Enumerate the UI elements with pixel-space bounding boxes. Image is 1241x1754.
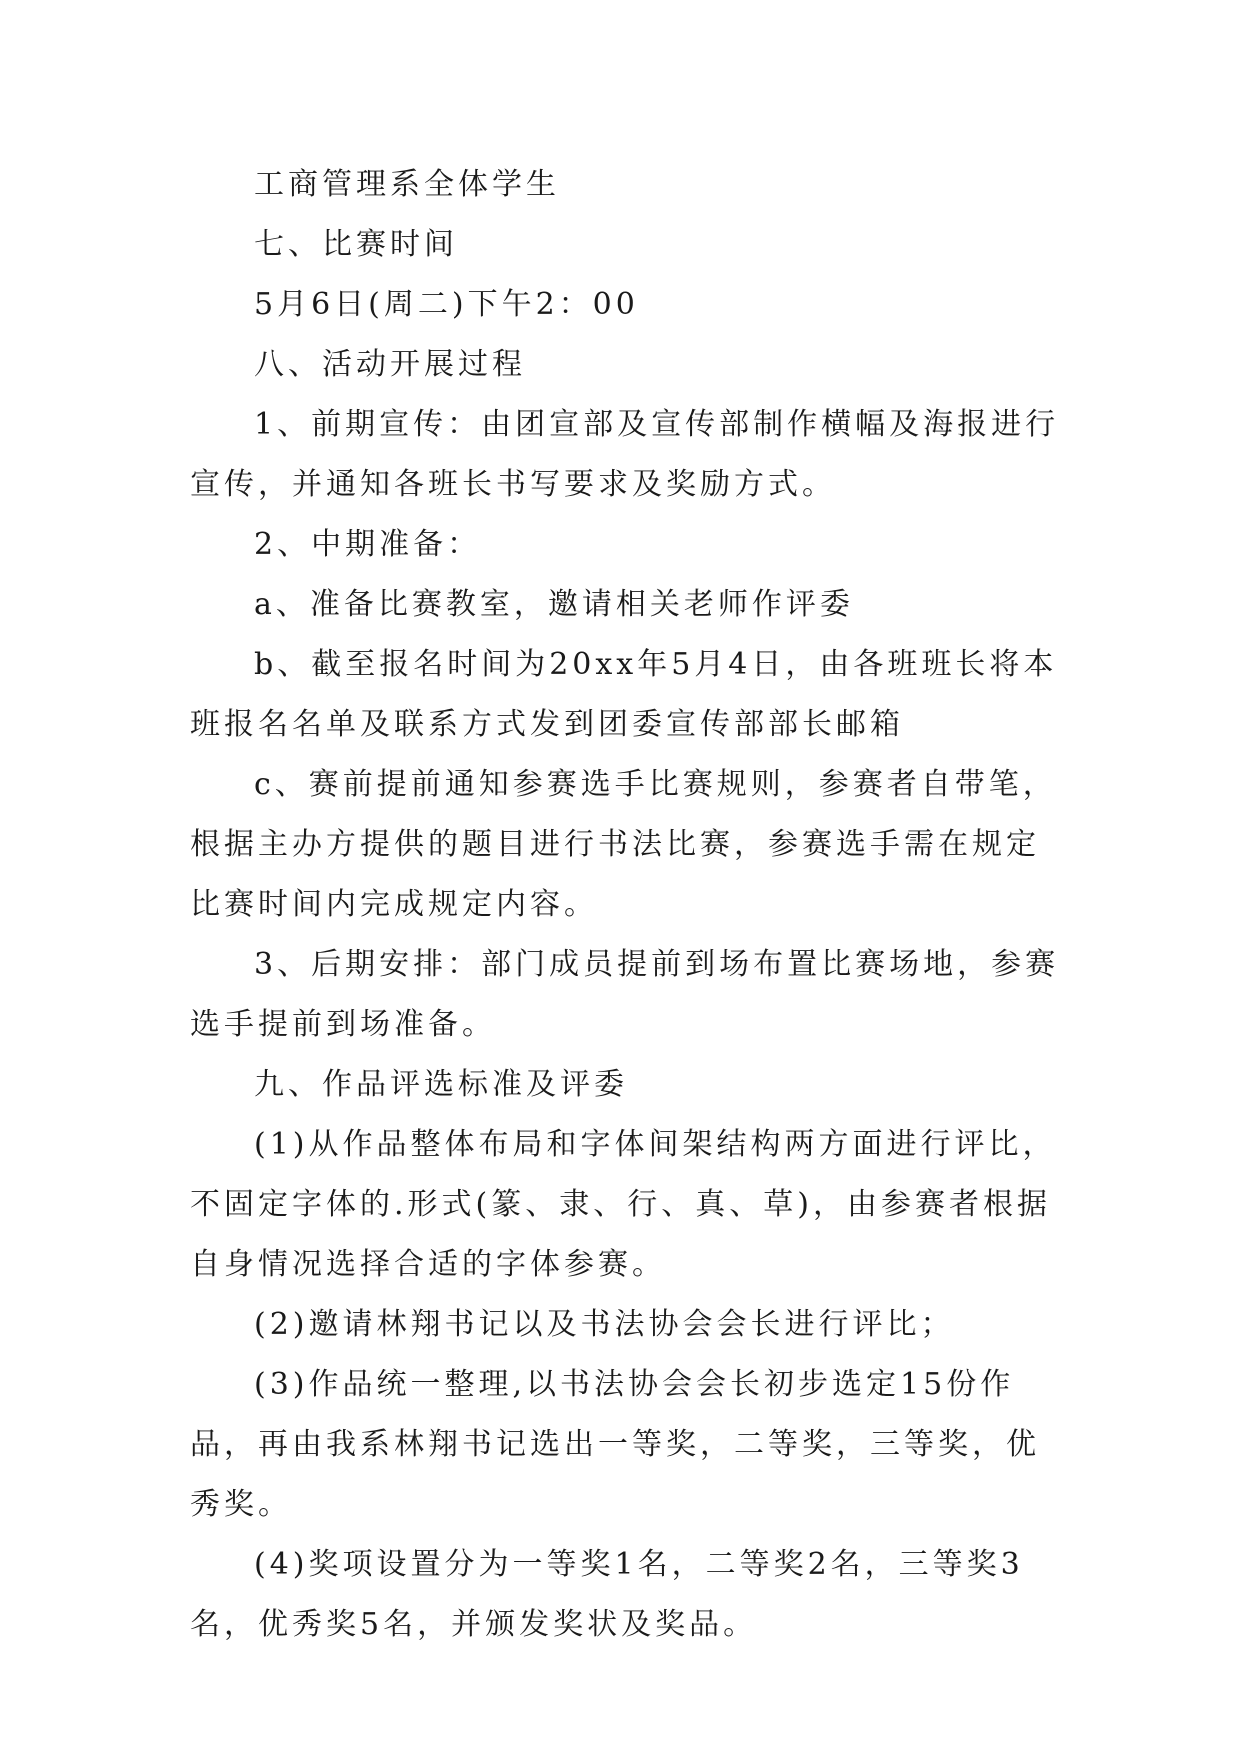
- section-heading: 八、活动开展过程: [254, 347, 526, 382]
- section-heading: 九、作品评选标准及评委: [254, 1067, 628, 1102]
- paragraph: (2)邀请林翔书记以及书法协会会长进行评比；: [254, 1307, 955, 1342]
- paragraph: 1、前期宣传：由团宣部及宣传部制作横幅及海报进行宣传，并通知各班长书写要求及奖励方式。: [190, 407, 1060, 502]
- document-body: [190, 155, 1070, 1655]
- paragraph: 工商管理系全体学生: [254, 167, 560, 202]
- paragraph: b、截至报名时间为20xx年5月4日，由各班班长将本班报名名单及联系方式发到团委宣传部部长邮箱: [190, 647, 1058, 742]
- paragraph: a、准备比赛教室，邀请相关老师作评委: [254, 587, 854, 622]
- paragraph: (3)作品统一整理,以书法协会会长初步选定15份作品，再由我系林翔书记选出一等奖，二等奖，三等奖，优秀奖。: [190, 1367, 1040, 1522]
- paragraph: 3、后期安排：部门成员提前到场布置比赛场地，参赛选手提前到场准备。: [190, 947, 1060, 1042]
- paragraph: c、赛前提前通知参赛选手比赛规则，参赛者自带笔，根据主办方提供的题目进行书法比赛，参赛选手需在规定比赛时间内完成规定内容。: [190, 767, 1057, 922]
- paragraph: 5月6日(周二)下午2：00: [254, 287, 639, 322]
- paragraph: 2、中期准备：: [254, 527, 482, 562]
- paragraph: (1)从作品整体布局和字体间架结构两方面进行评比，不固定字体的.形式(篆、隶、行、真、草)，由参赛者根据自身情况选择合适的字体参赛。: [190, 1127, 1057, 1282]
- section-heading: 七、比赛时间: [254, 227, 458, 262]
- paragraph: (4)奖项设置分为一等奖1名，二等奖2名，三等奖3名，优秀奖5名，并颁发奖状及奖品。: [190, 1547, 1024, 1642]
